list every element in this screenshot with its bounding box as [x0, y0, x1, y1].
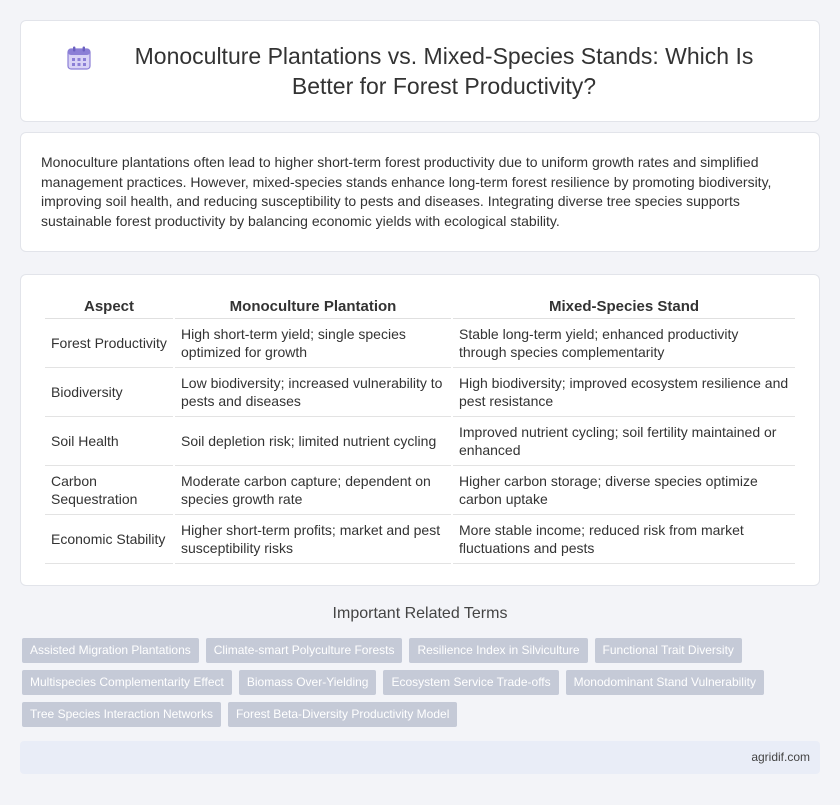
related-term-tag[interactable]: Assisted Migration Plantations: [22, 638, 199, 663]
table-row: [45, 417, 795, 466]
aspect-cell: Carbon Sequestration: [45, 466, 173, 515]
mixed-species-cell: Higher carbon storage; diverse species optimize carbon uptake: [453, 466, 795, 515]
monoculture-cell: Low biodiversity; increased vulnerability to pests and diseases: [175, 368, 451, 417]
monoculture-cell: Higher short-term profits; market and pest susceptibility risks: [175, 515, 451, 564]
aspect-cell: Biodiversity: [45, 368, 173, 417]
mixed-species-cell: Stable long-term yield; enhanced productivity through species complementarity: [453, 319, 795, 368]
related-terms-tags: [22, 638, 822, 734]
aspect-cell: Soil Health: [45, 417, 173, 466]
header-aspect: Aspect: [45, 295, 173, 319]
table-header-row: [45, 295, 795, 319]
mixed-species-cell: High biodiversity; improved ecosystem resilience and pest resistance: [453, 368, 795, 417]
title-wrap: [26, 41, 814, 101]
related-term-tag[interactable]: Ecosystem Service Trade-offs: [383, 670, 558, 695]
table-row: [45, 466, 795, 515]
related-term-tag[interactable]: Resilience Index in Silviculture: [409, 638, 587, 663]
comparison-table: [43, 295, 797, 564]
intro-card: [20, 132, 820, 252]
calendar-icon: [66, 45, 92, 71]
table-row: [45, 319, 795, 368]
intro-paragraph: Monoculture plantations often lead to higher short-term forest productivity due to uniform growth rates and simplified management practices. However, mixed-species stands enhance long-term forest resilience by promoting biodiversity, improving soil health, and reducing susceptibility to pests and diseases. Integrating diverse tree species supports sustainable forest productivity by balancing economic yields with ecological stability.: [41, 154, 772, 229]
table-row: [45, 515, 795, 564]
page-title: Monoculture Plantations vs. Mixed-Species Stands: Which Is Better for Forest Productivity?: [134, 43, 754, 99]
comparison-table-card: [20, 274, 820, 586]
header-mixed-species: Mixed-Species Stand: [453, 295, 795, 319]
related-terms-title: Important Related Terms: [332, 605, 508, 622]
related-term-tag[interactable]: Biomass Over-Yielding: [239, 670, 377, 695]
mixed-species-cell: Improved nutrient cycling; soil fertility maintained or enhanced: [453, 417, 795, 466]
related-term-tag[interactable]: Climate-smart Polyculture Forests: [206, 638, 403, 663]
monoculture-cell: Moderate carbon capture; dependent on species growth rate: [175, 466, 451, 515]
footer-site-link[interactable]: agridif.com: [751, 750, 810, 764]
aspect-cell: Economic Stability: [45, 515, 173, 564]
footer: [20, 741, 820, 774]
related-term-tag[interactable]: Monodominant Stand Vulnerability: [566, 670, 764, 695]
mixed-species-cell: More stable income; reduced risk from market fluctuations and pests: [453, 515, 795, 564]
related-term-tag[interactable]: Functional Trait Diversity: [595, 638, 742, 663]
monoculture-cell: High short-term yield; single species optimized for growth: [175, 319, 451, 368]
title-card: [20, 20, 820, 122]
table-row: [45, 368, 795, 417]
related-term-tag[interactable]: Tree Species Interaction Networks: [22, 702, 221, 727]
related-term-tag[interactable]: Forest Beta-Diversity Productivity Model: [228, 702, 457, 727]
related-term-tag[interactable]: Multispecies Complementarity Effect: [22, 670, 232, 695]
aspect-cell: Forest Productivity: [45, 319, 173, 368]
header-monoculture: Monoculture Plantation: [175, 295, 451, 319]
monoculture-cell: Soil depletion risk; limited nutrient cycling: [175, 417, 451, 466]
